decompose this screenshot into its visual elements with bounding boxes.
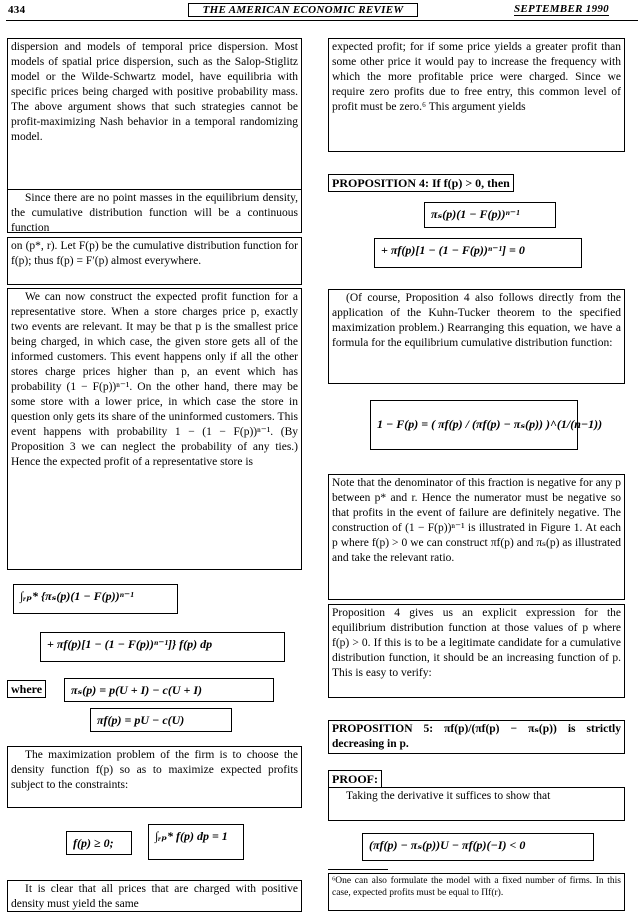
proposition-4-heading: PROPOSITION 4: If f(p) > 0, then <box>328 174 514 192</box>
right-paragraph-1 <box>328 38 625 152</box>
right-paragraph-3 <box>328 474 625 600</box>
proposition-4-equation-line-2: + πf(p)[1 − (1 − F(p))ⁿ⁻¹] = 0 <box>374 238 582 268</box>
left-paragraph-4-text: We can now construct the expected profit function for a representative store. When a store charges price p, exactly two events are relevant. It may be that p is the smallest price being charged, in which case, the given store gets all of the informed customers. This event happens only if all the other stores charge prices higher than p, an event which has probability (1 − F(p))ⁿ⁻¹. On the other hand, there may be some store with a lower price, in which case the store in question only gets its share of the uninformed customers. This event happens with probability 1 − (1 − F(p))ⁿ⁻¹. (By Proposition 3 we can neglect the probability of any ties.) Hence the expected profit of a representative store is <box>11 291 298 468</box>
where-label: where <box>7 680 46 698</box>
footnote-rule <box>328 869 388 870</box>
right-paragraph-2-text: (Of course, Proposition 4 also follows directly from the application of the Kuhn-Tucker theorem to the specified maximization problem.) Rearranging this equation, we have a formula for the equilibrium cumulative distribution function: <box>332 292 621 349</box>
right-paragraph-5 <box>328 787 625 821</box>
issue-date: SEPTEMBER 1990 <box>514 3 609 15</box>
left-paragraph-6-text: It is clear that all prices that are charged with positive density must yield the same <box>11 883 298 910</box>
proof-heading: PROOF: <box>328 770 382 788</box>
right-paragraph-1-text: expected profit; for if some price yields a greater profit than some other price it would pay to increase the frequency with which the more profitable price were charged. Since we require zero profits due to free entry, this common level of profit must be zero.⁶ This argument yields <box>332 41 621 113</box>
footnote-6: ⁶One can also formulate the model with a fixed number of firms. In this case, expected profits must be equal to Πf(r). <box>328 873 625 911</box>
left-paragraph-3 <box>7 237 302 285</box>
left-paragraph-1-text: dispersion and models of temporal price dispersion. Most models of spatial price dispersion, such as the Salop-Stiglitz model or the Wilde-Schwartz model, have equilibria with specific prices being charged with positive probability mass. The above argument shows that such strategies cannot be profit-maximizing Nash behavior in a temporal randomizing model. <box>11 41 298 143</box>
left-paragraph-5 <box>7 746 302 808</box>
proposition-5-text: PROPOSITION 5: πf(p)/(πf(p) − πₛ(p)) is strictly decreasing in p. <box>332 723 621 750</box>
failure-profit-definition: πf(p) = pU − c(U) <box>90 708 232 732</box>
expected-profit-equation-line-1: ∫ᵣₚ* {πₛ(p)(1 − F(p))ⁿ⁻¹ <box>13 584 178 614</box>
left-paragraph-4 <box>7 288 302 570</box>
left-paragraph-2 <box>7 189 302 233</box>
proof-inequality: (πf(p) − πₛ(p))U − πf(p)(−I) < 0 <box>362 833 594 861</box>
right-paragraph-2 <box>328 289 625 384</box>
proposition-4-equation-line-1: πₛ(p)(1 − F(p))ⁿ⁻¹ <box>424 202 556 228</box>
journal-title: THE AMERICAN ECONOMIC REVIEW <box>188 3 418 17</box>
left-paragraph-2-text: Since there are no point masses in the equilibrium density, the cumulative distribution function will be a continuous function <box>11 192 298 234</box>
right-paragraph-4-text: Proposition 4 gives us an explicit expression for the equilibrium distribution function at those values of p where f(p) > 0. If this is to be a legitimate candidate for a cumulative distribution function, it should be an increasing function of p. This is easy to verify: <box>332 607 621 679</box>
header-rule <box>6 20 638 21</box>
expected-profit-equation-line-2: + πf(p)[1 − (1 − F(p))ⁿ⁻¹]} f(p) dp <box>40 632 285 662</box>
success-profit-definition: πₛ(p) = p(U + I) − c(U + I) <box>64 678 274 702</box>
left-paragraph-3-text: on (p*, r). Let F(p) be the cumulative distribution function for f(p); thus f(p) = F′(p) almost everywhere. <box>11 240 298 267</box>
cdf-formula: 1 − F(p) = ( πf(p) / (πf(p) − πₛ(p)) )^(1/(n−1)) <box>370 400 578 450</box>
density-integral-constraint: ∫ᵣₚ* f(p) dp = 1 <box>148 824 244 860</box>
left-paragraph-6 <box>7 880 302 912</box>
right-paragraph-4 <box>328 604 625 698</box>
right-paragraph-3-text: Note that the denominator of this fraction is negative for any p between p* and r. Hence the numerator must be negative so that profits in the event of failure are definitely negative. The construction of (1 − F(p))ⁿ⁻¹ is illustrated in Figure 1. At each p where f(p) > 0 we can construct πf(p) and πₛ(p) as illustrated and take the relevant ratio. <box>332 477 621 564</box>
page-number: 434 <box>8 4 26 16</box>
nonnegativity-constraint: f(p) ≥ 0; <box>66 831 132 855</box>
left-paragraph-5-text: The maximization problem of the firm is to choose the density function f(p) so as to maximize expected profits subject to the constraints: <box>11 749 298 791</box>
right-paragraph-5-text: Taking the derivative it suffices to show that <box>346 790 551 802</box>
left-paragraph-1 <box>7 38 302 190</box>
proposition-5-statement <box>328 720 625 754</box>
